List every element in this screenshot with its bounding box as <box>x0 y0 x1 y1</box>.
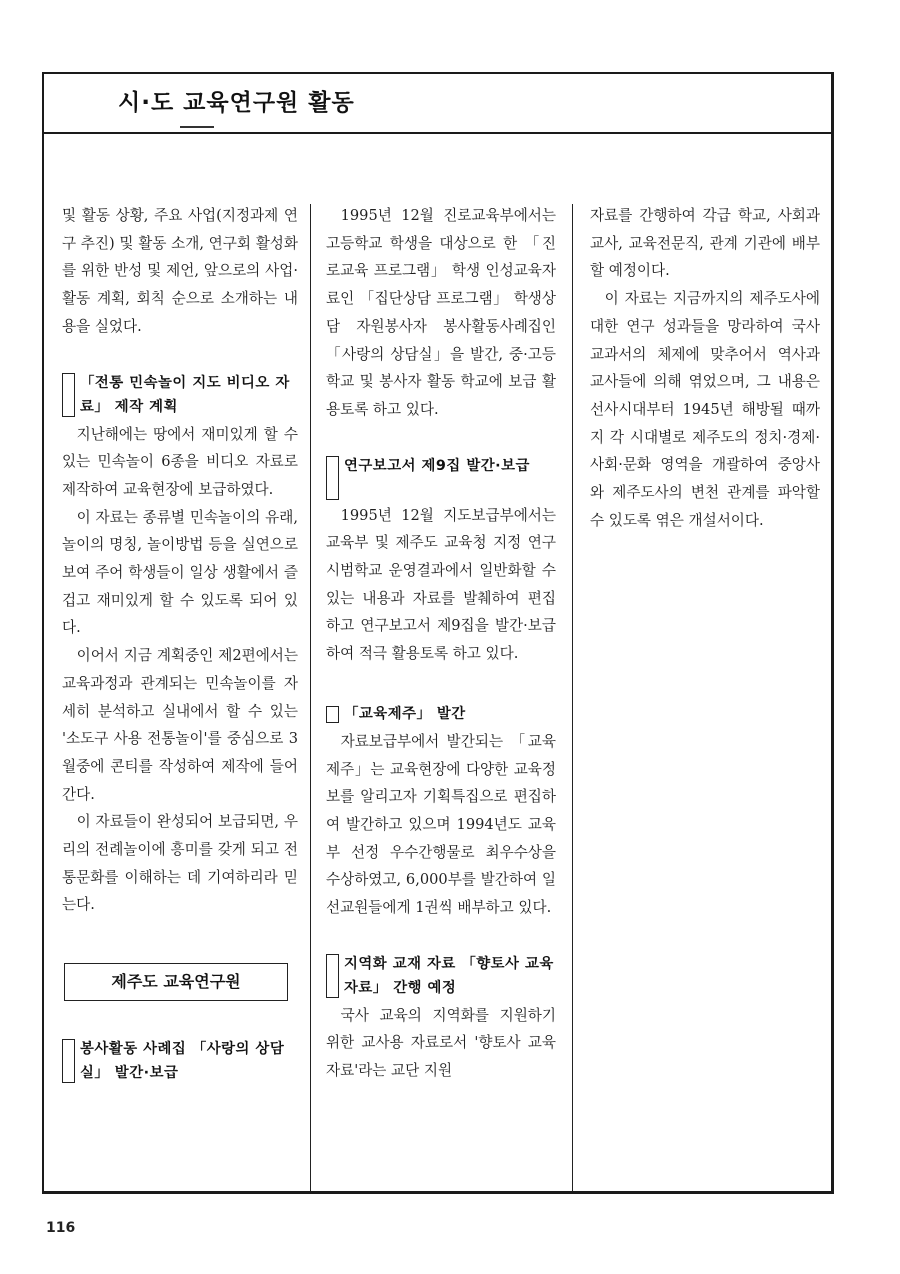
column-divider-2 <box>572 204 573 1191</box>
col1-paragraph-4: 이 자료들이 완성되어 보급되면, 우리의 전례놀이에 흥미를 갖게 되고 전통문화를 이해하는 데 기여하리라 믿는다. <box>62 813 298 914</box>
col2-heading-magazine <box>326 702 556 726</box>
column-3 <box>590 202 820 534</box>
col1-heading-video-text: 「전통 민속놀이 지도 비디오 자료」 제작 계획 <box>80 374 290 415</box>
col2-heading-report-text: 연구보고서 제9집 발간·보급 <box>344 457 530 474</box>
column-1 <box>62 202 298 1087</box>
col1-paragraph-2: 이 자료는 종류별 민속놀이의 유래, 놀이의 명칭, 놀이방법 등을 실연으로 보여 주어 학생들이 일상 생활에서 즐겁고 재미있게 할 수 있도록 되어 있다. <box>62 508 298 637</box>
heading-box-icon <box>326 954 339 998</box>
institution-name: 제주도 교육연구원 <box>111 972 241 992</box>
col2-heading-report <box>326 454 556 500</box>
col1-intro-paragraph: 및 활동 상황, 주요 사업(지정과제 연구 추진) 및 활동 소개, 연구회 활성화를 위한 반성 및 제언, 앞으로의 사업·활동 계획, 회칙 순으로 소개하는 내용을 실었다. <box>62 207 298 335</box>
column-2 <box>326 202 556 1085</box>
col3-paragraph-1: 자료를 간행하여 각급 학교, 사회과 교사, 교육전문직, 관계 기관에 배부할 예정이다. <box>590 207 820 280</box>
col2-paragraph-3: 자료보급부에서 발간되는 「교육제주」는 교육현장에 다양한 교육정보를 알리고자 기획특집으로 편집하여 발간하고 있으며 1994년도 교육부 선정 우수간행물로 최우수상을 수상하였고, 6,000부를 발간하여 일선교원들에게 1권씩 배부하고 있다. <box>326 732 556 917</box>
col2-heading-local-history-text: 지역화 교재 자료 「향토사 교육자료」 간행 예정 <box>344 955 554 996</box>
col1-heading-casebook <box>62 1037 298 1085</box>
col2-heading-local-history <box>326 952 556 1000</box>
title-underline <box>180 126 214 128</box>
heading-box-icon <box>326 456 339 500</box>
col2-heading-magazine-text: 「교육제주」 발간 <box>344 705 466 722</box>
heading-box-icon <box>326 706 339 723</box>
col2-paragraph-4: 국사 교육의 지역화를 지원하기 위한 교사용 자료로서 '향토사 교육자료'라는 교단 지원 <box>326 1006 556 1080</box>
col1-heading-video <box>62 371 298 419</box>
page-title: 시·도 교육연구원 활동 <box>118 90 355 116</box>
institution-box <box>64 963 288 1001</box>
col2-paragraph-2: 1995년 12월 지도보급부에서는 교육부 및 제주도 교육청 지정 연구시범학교 운영결과에서 일반화할 수 있는 내용과 자료를 발췌하여 편집하고 연구보고서 제9집을 발간·보급하여 적극 활용토록 하고 있다. <box>326 506 556 663</box>
column-divider-1 <box>310 204 311 1191</box>
heading-box-icon <box>62 373 75 417</box>
col3-paragraph-2: 이 자료는 지금까지의 제주도사에 대한 연구 성과들을 망라하여 국사교과서의 체제에 맞추어서 역사과 교사들에 의해 엮었으며, 그 내용은 선사시대부터 1945년 해방될 때까지 각 시대별로 제주도의 정치·경제·사회·문화 영역을 개괄하여 중앙사와 제주도사의 변천 관계를 파악할 수 있도록 엮은 개설서이다. <box>590 290 820 529</box>
col1-heading-casebook-text: 봉사활동 사례집 「사랑의 상담실」 발간·보급 <box>80 1041 285 1082</box>
page-frame <box>42 72 834 1194</box>
header-rule <box>44 132 831 134</box>
col1-paragraph-3: 이어서 지금 계획중인 제2편에서는 교육과정과 관계되는 민속놀이를 자세히 분석하고 실내에서 할 수 있는 '소도구 사용 전통놀이'를 중심으로 3월중에 콘티를 작성하여 제작에 들어간다. <box>62 647 298 803</box>
page-number: 116 <box>46 1220 76 1236</box>
col2-paragraph-1: 1995년 12월 진로교육부에서는 고등학교 학생을 대상으로 한 「진로교육 프로그램」 학생 인성교육자료인 「집단상담 프로그램」 학생상담 자원봉사자 봉사활동사례집인 「사랑의 상담실」을 발간, 중·고등학교 및 봉사자 활동 학교에 보급 활용토록 하고 있다. <box>326 207 556 418</box>
col1-paragraph-1: 지난해에는 땅에서 재미있게 할 수 있는 민속놀이 6종을 비디오 자료로 제작하여 교육현장에 보급하였다. <box>62 425 298 498</box>
heading-box-icon <box>62 1039 75 1083</box>
